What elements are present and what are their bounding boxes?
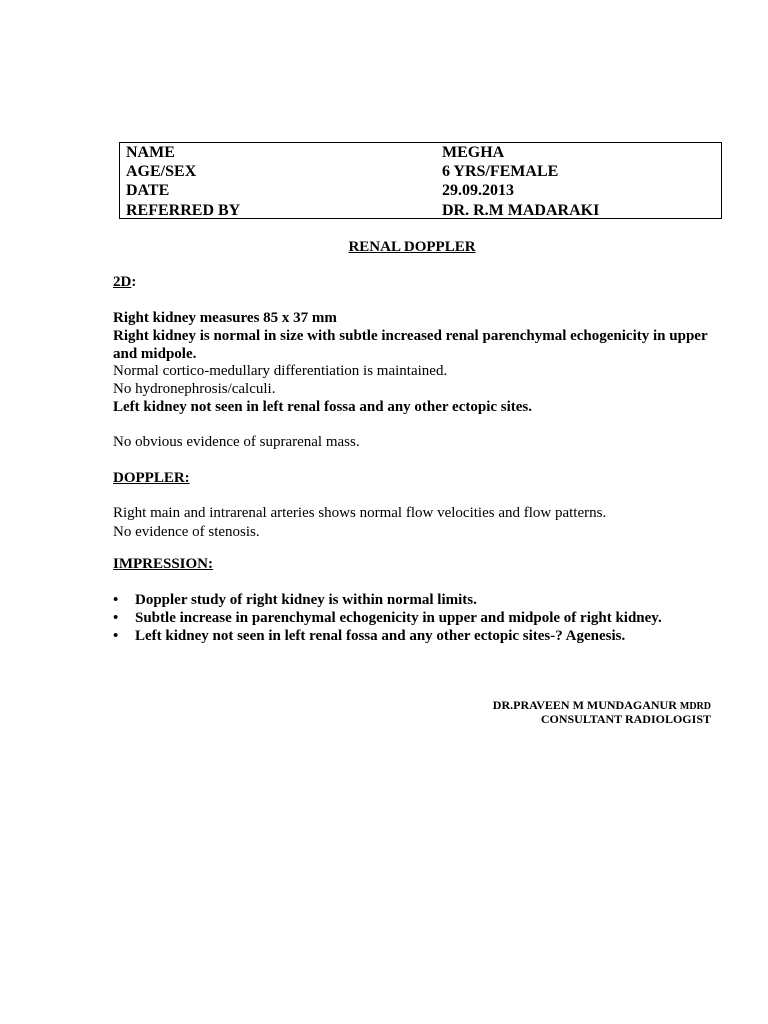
patient-label: NAME: [126, 144, 175, 161]
impression-item: [113, 609, 713, 627]
finding-corticomedullary: Normal cortico-medullary differentiation is maintained.: [113, 363, 448, 379]
section-impression-heading: IMPRESSION:: [113, 556, 214, 572]
section-2d-heading-colon: :: [131, 274, 137, 290]
impression-item: [113, 627, 713, 645]
patient-row-age-sex: [120, 162, 721, 182]
patient-label: DATE: [126, 182, 170, 199]
patient-row-date: [120, 181, 721, 201]
signature-qualification: MDRD: [679, 701, 711, 712]
finding-suprarenal: No obvious evidence of suprarenal mass.: [113, 434, 360, 450]
signature-designation: CONSULTANT RADIOLOGIST: [540, 712, 711, 726]
doppler-finding-stenosis: No evidence of stenosis.: [113, 524, 260, 540]
report-title: RENAL DOPPLER: [348, 239, 476, 255]
patient-value: DR. R.M MADARAKI: [442, 202, 600, 219]
patient-row-referred-by: [120, 201, 721, 221]
bullet-icon: •: [113, 628, 119, 644]
impression-item: [113, 591, 713, 609]
section-2d-heading: [113, 273, 717, 291]
patient-value: 6 YRS/FEMALE: [442, 163, 559, 180]
patient-value: 29.09.2013: [442, 182, 514, 199]
impression-list: [113, 591, 713, 645]
bullet-icon: •: [113, 592, 119, 608]
patient-label: REFERRED BY: [126, 202, 241, 219]
finding-right-kidney-echogenicity: Right kidney is normal in size with subtle increased renal parenchymal echogenicity in upper and midpole.: [113, 328, 708, 362]
impression-item-text: Subtle increase in parenchymal echogenicity in upper and midpole of right kidney.: [135, 610, 662, 626]
doppler-finding-flow: Right main and intrarenal arteries shows normal flow velocities and flow patterns.: [113, 505, 607, 521]
patient-details-box: [119, 142, 722, 219]
patient-row-name: [120, 143, 721, 163]
section-2d-heading-text: 2D: [113, 274, 132, 290]
bullet-icon: •: [113, 610, 119, 626]
impression-item-text: Left kidney not seen in left renal fossa and any other ectopic sites-? Agenesis.: [135, 628, 626, 644]
signature-name: DR.PRAVEEN M MUNDAGANUR: [492, 698, 677, 712]
patient-label: AGE/SEX: [126, 163, 197, 180]
impression-item-text: Doppler study of right kidney is within normal limits.: [135, 592, 477, 608]
finding-right-kidney-size: Right kidney measures 85 x 37 mm: [113, 310, 337, 326]
patient-value: MEGHA: [442, 144, 505, 161]
finding-left-kidney: Left kidney not seen in left renal fossa and any other ectopic sites.: [113, 399, 533, 415]
finding-hydronephrosis: No hydronephrosis/calculi.: [113, 381, 276, 397]
section-doppler-heading: DOPPLER:: [113, 470, 190, 486]
